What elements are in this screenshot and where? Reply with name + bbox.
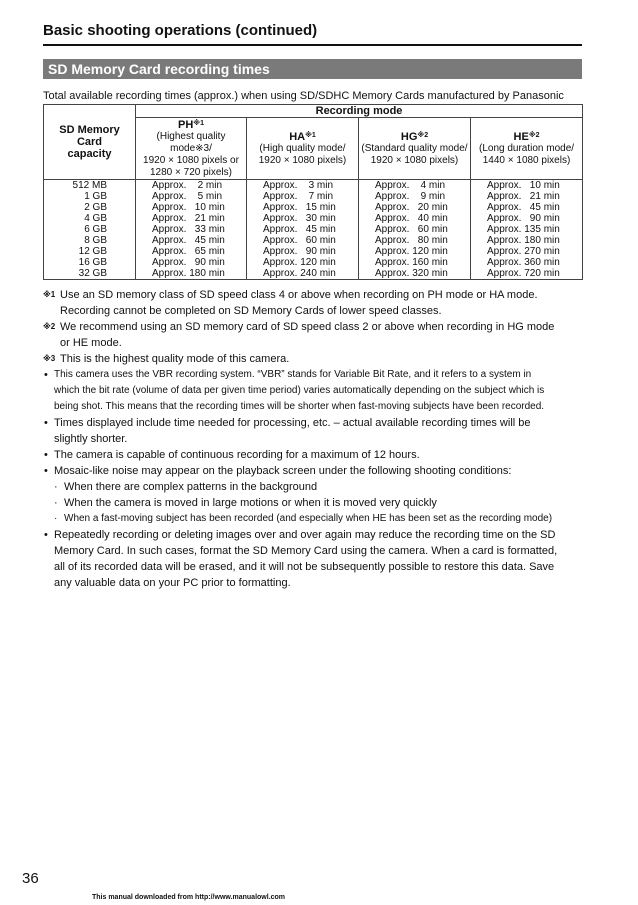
bullet-icon: • <box>44 449 48 461</box>
he-cell: Approx. 45 min <box>471 202 583 213</box>
capacity-cell: 2 GB <box>44 202 136 213</box>
hg-cell: Approx. 60 min <box>359 224 471 235</box>
table-row <box>44 191 583 202</box>
mode-header-ha: HA$^{※1}$ (High quality mode/ 1920 × 1080 pixels) <box>247 118 359 180</box>
ph-cell: Approx. 90 min <box>136 257 247 268</box>
mode-header-ph: PH$^{※1}$ (Highest quality mode※3/ 1920 × 1080 pixels or 1280 × 720 pixels) <box>136 118 247 180</box>
ha-cell: Approx. 15 min <box>247 202 359 213</box>
table-row <box>44 257 583 268</box>
table-row <box>44 180 583 192</box>
footnote-3: ※3 This is the highest quality mode of this camera. <box>43 353 290 365</box>
mode-header-hg: HG$^{※2}$ (Standard quality mode/ 1920 × 1080 pixels) <box>359 118 471 180</box>
bullet-vbr: • This camera uses the VBR recording system. “VBR” stands for Variable Bit Rate, and it refers to a system in which the bit rate (volume of data per given time period) varies automatically depending on the subject which is being shot. This means that the recording times will be shorter when fast-moving subjects have been recorded. <box>44 369 545 412</box>
he-cell: Approx. 360 min <box>471 257 583 268</box>
intro-text: Total available recording times (approx.) when using SD/SDHC Memory Cards manufactured by Panasonic <box>43 90 564 102</box>
table-row <box>44 268 583 280</box>
ha-cell: Approx. 60 min <box>247 235 359 246</box>
hg-cell: Approx. 80 min <box>359 235 471 246</box>
footnote-mark: ※2 <box>43 322 56 331</box>
capacity-cell: 12 GB <box>44 246 136 257</box>
mode-header-he: HE$^{※2}$ (Long duration mode/ 1440 × 1080 pixels) <box>471 118 583 180</box>
he-cell: Approx. 90 min <box>471 213 583 224</box>
page-number: 36 <box>22 870 39 887</box>
ph-cell: Approx. 65 min <box>136 246 247 257</box>
he-cell: Approx. 21 min <box>471 191 583 202</box>
hg-cell: Approx. 320 min <box>359 268 471 280</box>
sub-item: · When the camera is moved in large motions or when it is moved very quickly <box>54 497 437 509</box>
hg-cell: Approx. 20 min <box>359 202 471 213</box>
section-title: SD Memory Card recording times <box>43 59 582 79</box>
he-cell: Approx. 180 min <box>471 235 583 246</box>
bullet-icon: • <box>44 529 48 541</box>
table-row <box>44 224 583 235</box>
sub-item: · When a fast-moving subject has been recorded (and especially when HE has been set as the recording mode) <box>54 513 553 524</box>
footnote-mark: ※3 <box>43 354 56 363</box>
capacity-cell: 6 GB <box>44 224 136 235</box>
ha-cell: Approx. 45 min <box>247 224 359 235</box>
he-cell: Approx. 720 min <box>471 268 583 280</box>
ph-cell: Approx. 5 min <box>136 191 247 202</box>
hg-cell: Approx. 120 min <box>359 246 471 257</box>
capacity-cell: 32 GB <box>44 268 136 280</box>
ph-cell: Approx. 2 min <box>136 180 247 192</box>
ph-cell: Approx. 180 min <box>136 268 247 280</box>
ph-cell: Approx. 10 min <box>136 202 247 213</box>
ph-cell: Approx. 21 min <box>136 213 247 224</box>
title-divider <box>43 44 582 46</box>
hg-cell: Approx. 40 min <box>359 213 471 224</box>
capacity-cell: 4 GB <box>44 213 136 224</box>
download-footer: This manual downloaded from http://www.manualowl.com <box>92 894 286 901</box>
recording-mode-header: Recording mode <box>136 105 583 118</box>
sub-item: · When there are complex patterns in the background <box>54 481 318 493</box>
bullet-icon: • <box>44 417 48 429</box>
ph-cell: Approx. 33 min <box>136 224 247 235</box>
notes-section <box>43 287 588 591</box>
ha-cell: Approx. 3 min <box>247 180 359 192</box>
ha-cell: Approx. 240 min <box>247 268 359 280</box>
recording-times-table <box>43 104 583 280</box>
he-cell: Approx. 135 min <box>471 224 583 235</box>
bullet-noise: • Mosaic-like noise may appear on the playback screen under the following shooting conditions: · When there are complex patterns in the background · When the camera is moved in large motions or when it is moved very quickly · When a fast-moving subject has been recorded (and especially when HE has been set as the recording mode) <box>43 463 588 527</box>
bullet-times: • Times displayed include time needed for processing, etc. – actual available recording times will be slightly shorter. <box>44 417 531 445</box>
capacity-cell: 8 GB <box>44 235 136 246</box>
bullet-format: • Repeatedly recording or deleting images over and over again may reduce the recording time on the SD Memory Card. In such cases, format the SD Memory Card using the camera. When a card is formatted, all of its recorded data will be erased, and it will not be subsequently possible to restore this data. Save any valuable data on your PC prior to formatting. <box>44 529 558 589</box>
capacity-cell: 512 MB <box>44 180 136 192</box>
hg-cell: Approx. 4 min <box>359 180 471 192</box>
he-cell: Approx. 270 min <box>471 246 583 257</box>
hg-cell: Approx. 160 min <box>359 257 471 268</box>
capacity-cell: 16 GB <box>44 257 136 268</box>
footnote-2: ※2 We recommend using an SD memory card of SD speed class 2 or above when recording in HG mode or HE mode. <box>43 321 555 349</box>
ha-cell: Approx. 120 min <box>247 257 359 268</box>
bullet-icon: • <box>44 369 48 381</box>
ph-cell: Approx. 45 min <box>136 235 247 246</box>
table-row <box>44 202 583 213</box>
capacity-cell: 1 GB <box>44 191 136 202</box>
capacity-header: SD Memory Card capacity <box>44 105 136 180</box>
he-cell: Approx. 10 min <box>471 180 583 192</box>
page-title: Basic shooting operations (continued) <box>43 22 318 39</box>
bullet-continuous: • The camera is capable of continuous recording for a maximum of 12 hours. <box>44 449 420 461</box>
bullet-icon: • <box>44 465 48 477</box>
footnote-1: ※1 Use an SD memory class of SD speed class 4 or above when recording on PH mode or HA mode. Recording cannot be completed on SD Memory Cards of lower speed classes. <box>43 289 538 317</box>
table-row <box>44 235 583 246</box>
table-row <box>44 213 583 224</box>
ha-cell: Approx. 7 min <box>247 191 359 202</box>
ha-cell: Approx. 90 min <box>247 246 359 257</box>
ha-cell: Approx. 30 min <box>247 213 359 224</box>
hg-cell: Approx. 9 min <box>359 191 471 202</box>
table-row <box>44 246 583 257</box>
footnote-mark: ※1 <box>43 290 56 299</box>
